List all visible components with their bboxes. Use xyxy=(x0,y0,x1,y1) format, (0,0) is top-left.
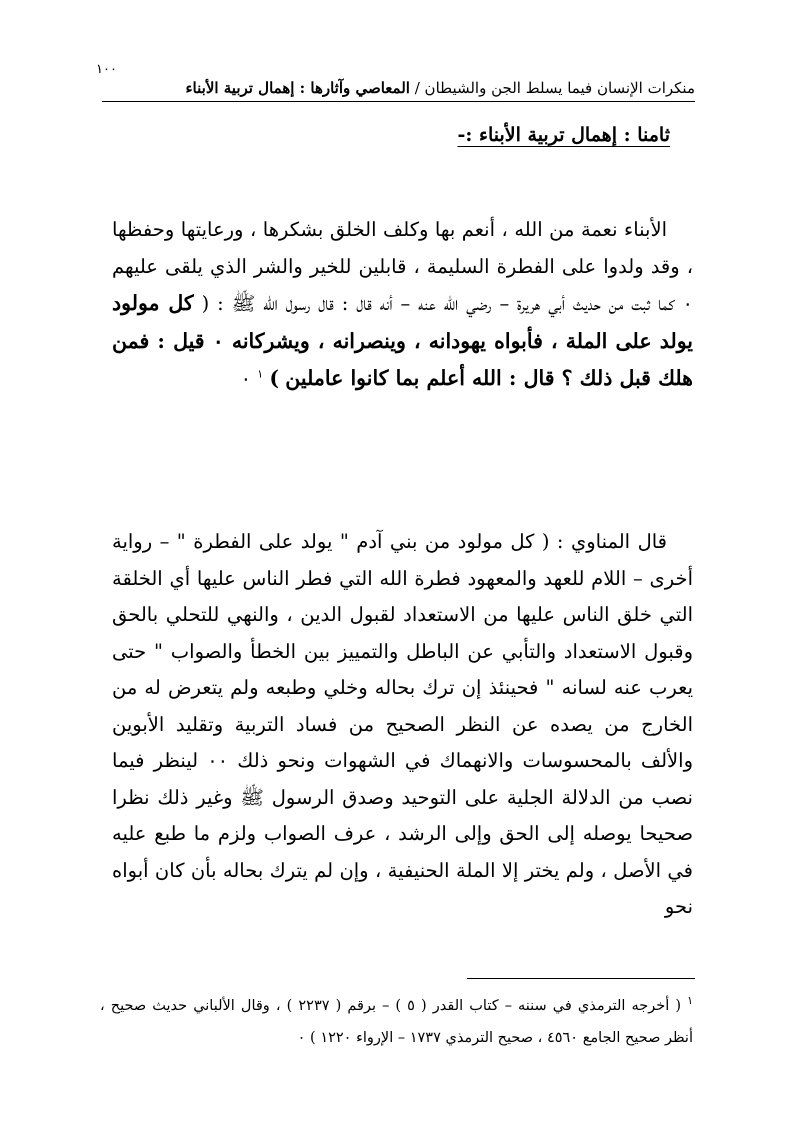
hadith-quote: كل مولود يولد على الملة ، فأبواه يهودانه ، وينصرانه ، ويشركانه ٠ قيل : فمن هلك قبل ذلك ؟ قال : الله أعلم بما كانوا عاملين xyxy=(112,291,693,390)
footnote-text: ( أخرجه الترمذي في سننه – كتاب القدر ( ٥ ) – برقم ( ٢٢٣٧ ) ، وقال الألباني حديث صحيح ، أنظر صحيح الجامع ٤٥٦٠ ، صحيح الترمذي ١٧٣٧ – الإرواء ١٢٢٠ ) ٠ xyxy=(100,998,693,1046)
footnotes xyxy=(100,990,693,1054)
header-rule xyxy=(102,101,695,102)
page-number: ١٠٠ xyxy=(96,62,117,77)
closing-paren: ) xyxy=(269,366,280,390)
paragraph-1-intro: الأبناء نعمة من الله ، أنعم بها وكلف الخلق بشكرها ، ورعايتها وحفظها ، وقد ولدوا على الفطرة السليمة ، قابلين للخير والشر الذي يلقى عليهم ٠ كما ثبت من حديث أبي هريرة – رضي الله عنه – أنه قال : قال رسول الله ﷺ : ( xyxy=(112,218,693,315)
running-header xyxy=(150,78,695,98)
footnote-number: ١ xyxy=(687,994,694,1008)
section-title: ثامنا : إهمال تربية الأبناء :- xyxy=(457,124,670,146)
paragraph-1-end: ٠ xyxy=(240,367,252,390)
chapter-title: المعاصي وآثارها : إهمال تربية الأبناء xyxy=(185,79,410,97)
paragraph-2 xyxy=(112,524,693,926)
footnote-ref[interactable]: ١ xyxy=(257,367,264,381)
book-title: منكرات الإنسان فيما يسلط الجن والشيطان / xyxy=(414,79,695,97)
footnote-item xyxy=(100,990,693,1054)
paragraph-2-text: قال المناوي : ( كل مولود من بني آدم " يولد على الفطرة " – رواية أخرى – اللام للعهد والمعهود فطرة الله التي فطر الناس عليها أي الخلقة التي خلق الناس عليها من الاستعداد لقبول الدين ، والنهي للتحلي بالحق وقبول الاستعداد والتأبي عن الباطل والتمييز بين الخطأ والصواب " حتى يعرب عنه لسانه " فحينئذ إن ترك بحاله وخلي وطبعه ولم يتعرض له من الخارج من يصده عن النظر الصحيح من فساد التربية وتقليد الأبوين والألف بالمحسوسات والانهماك في الشهوات ونحو ذلك ٠٠ لينظر فيما نصب من الدلالة الجلية على التوحيد وصدق الرسول ﷺ وغير ذلك نظرا صحيحا يوصله إلى الحق وإلى الرشد ، عرف الصواب ولزم ما طبع عليه في الأصل ، ولم يختر إلا الملة الحنيفية ، وإن لم يترك بحاله بأن كان أبواه نحو xyxy=(112,530,693,918)
footnote-rule xyxy=(467,978,695,979)
paragraph-1 xyxy=(112,212,693,398)
